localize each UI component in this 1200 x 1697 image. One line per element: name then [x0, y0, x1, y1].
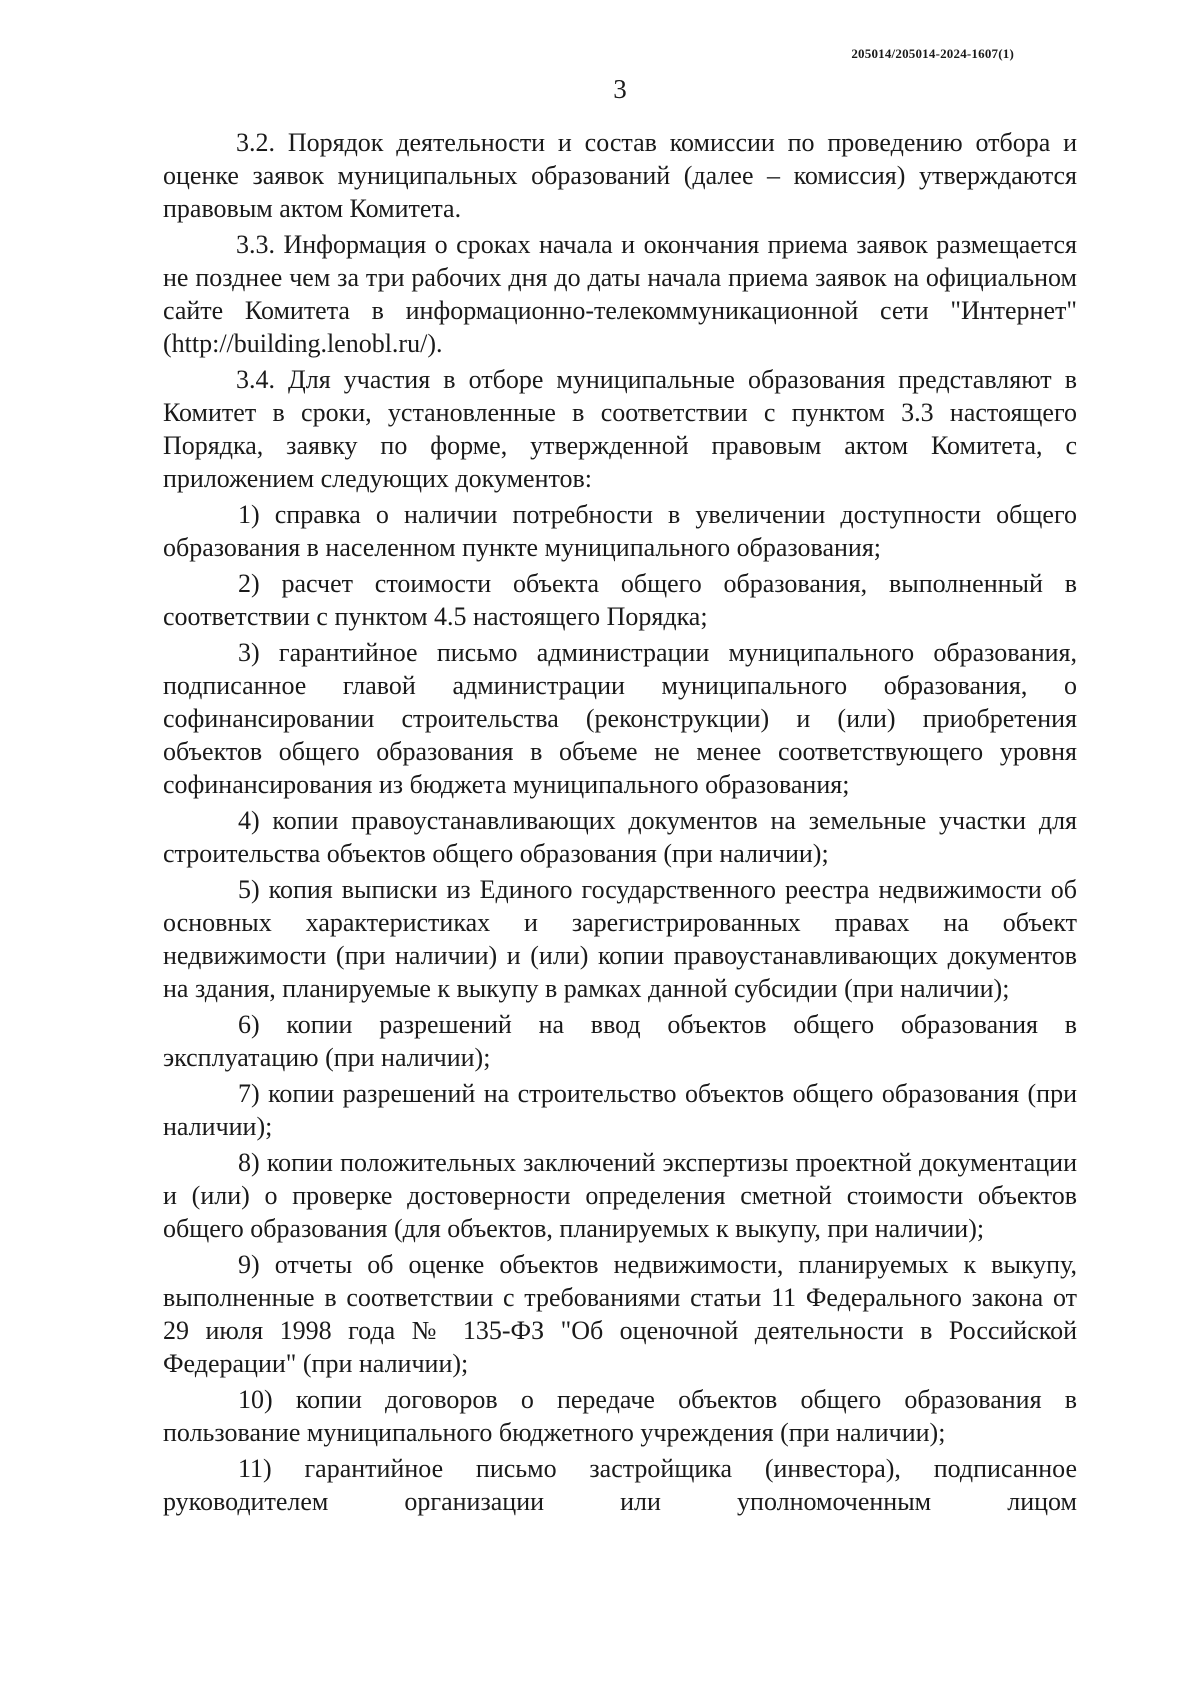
list-item-10: 10) копии договоров о передаче объектов общего образования в пользование муниципального бюджетного учреждения (при наличии);	[163, 1385, 1077, 1447]
list-item-2: 2) расчет стоимости объекта общего образования, выполненный в соответствии с пунктом 4.5 настоящего Порядка;	[163, 569, 1077, 631]
list-item-11: 11) гарантийное письмо застройщика (инвестора), подписанное руководителем организации или уполномоченным лицом	[163, 1454, 1077, 1516]
paragraph-3-3: 3.3. Информация о сроках начала и окончания приема заявок размещается не позднее чем за три рабочих дня до даты начала приема заявок на официальном сайте Комитета в информационно-телекоммуникационной сети "Интернет" (http://building.lenobl.ru/).	[163, 230, 1077, 358]
paragraph-3-4: 3.4. Для участия в отборе муниципальные образования представляют в Комитет в сроки, установленные в соответствии с пунктом 3.3 настоящего Порядка, заявку по форме, утвержденной правовым актом Комитета, с приложением следующих документов:	[163, 365, 1077, 493]
list-item-4: 4) копии правоустанавливающих документов на земельные участки для строительства объектов общего образования (при наличии);	[163, 806, 1077, 868]
list-item-1: 1) справка о наличии потребности в увеличении доступности общего образования в населенном пункте муниципального образования;	[163, 500, 1077, 562]
list-item-3: 3) гарантийное письмо администрации муниципального образования, подписанное главой администрации муниципального образования, о софинансировании строительства (реконструкции) и (или) приобретения объектов общего образования в объеме не менее соответствующего уровня софинансирования из бюджета муниципального образования;	[163, 638, 1077, 799]
document-body	[163, 126, 1077, 1521]
document-id: 205014/205014-2024-1607(1)	[851, 46, 1014, 61]
page-number: 3	[613, 74, 627, 104]
list-item-6: 6) копии разрешений на ввод объектов общего образования в эксплуатацию (при наличии);	[163, 1010, 1077, 1072]
list-item-7: 7) копии разрешений на строительство объектов общего образования (при наличии);	[163, 1079, 1077, 1141]
paragraph-3-2: 3.2. Порядок деятельности и состав комиссии по проведению отбора и оценке заявок муниципальных образований (далее – комиссия) утверждаются правовым актом Комитета.	[163, 128, 1077, 223]
list-item-5: 5) копия выписки из Единого государственного реестра недвижимости об основных характеристиках и зарегистрированных правах на объект недвижимости (при наличии) и (или) копии правоустанавливающих документов на здания, планируемые к выкупу в рамках данной субсидии (при наличии);	[163, 875, 1077, 1003]
list-item-9: 9) отчеты об оценке объектов недвижимости, планируемых к выкупу, выполненные в соответствии с требованиями статьи 11 Федерального закона от 29 июля 1998 года № 135-ФЗ "Об оценочной деятельности в Российской Федерации" (при наличии);	[163, 1250, 1077, 1378]
list-item-8: 8) копии положительных заключений экспертизы проектной документации и (или) о проверке достоверности определения сметной стоимости объектов общего образования (для объектов, планируемых к выкупу, при наличии);	[163, 1148, 1077, 1243]
